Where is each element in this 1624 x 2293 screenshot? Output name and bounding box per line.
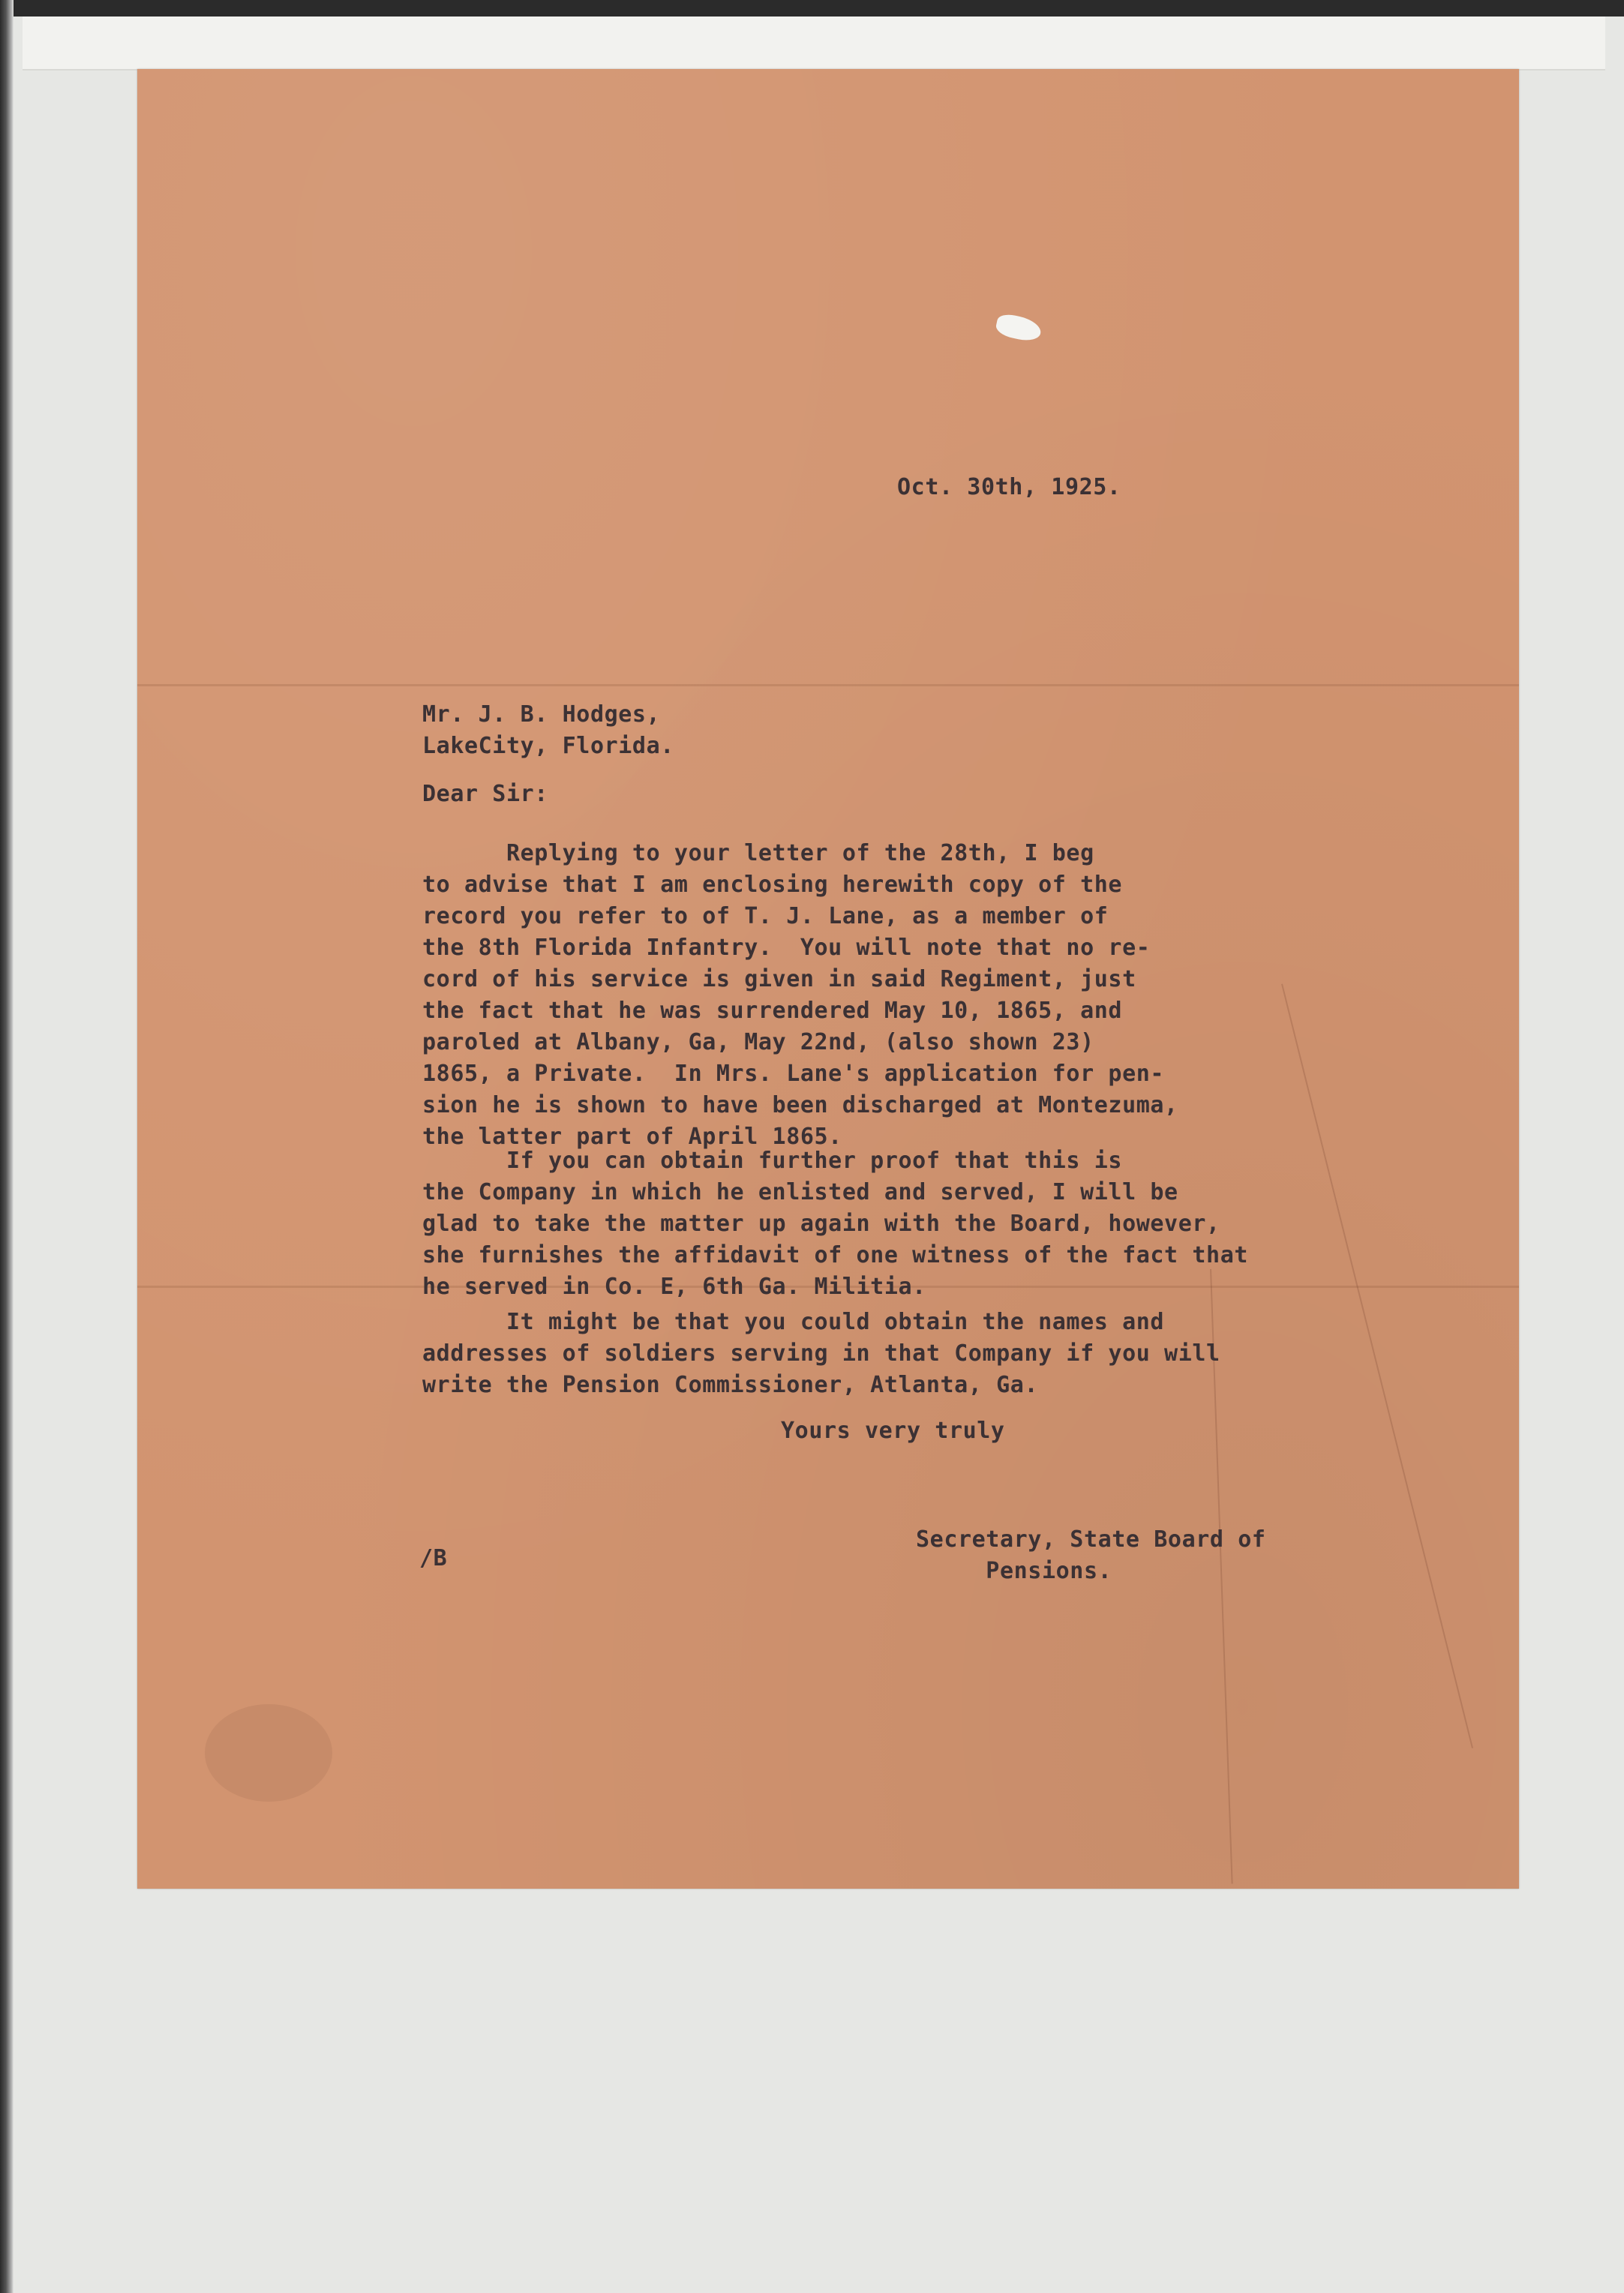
scan-border-top [0, 0, 1624, 17]
salutation: Dear Sir: [422, 781, 548, 807]
recipient-location: LakeCity, Florida. [422, 733, 674, 759]
letter-sheet [137, 69, 1519, 1889]
scan-border-left [0, 0, 14, 2293]
recipient-address [422, 699, 674, 762]
body-paragraph-2: If you can obtain further proof that this is the Company in which he enlisted and served, I will be glad to take the matter up again with the Board, however, she furnishes the affidavit of one witness of the fact that he served in Co. E, 6th Ga. Militia. [422, 1148, 1249, 1300]
letter-date: Oct. 30th, 1925. [897, 474, 1121, 500]
scanner-background-strip [23, 17, 1605, 71]
paper-crease [1281, 984, 1473, 1748]
signature-block: Secretary, State Board of Pensions. [916, 1526, 1266, 1584]
body-paragraph-3: It might be that you could obtain the names and addresses of soldiers serving in that Company if you will write the Pension Commissioner, Atlanta, Ga. [422, 1309, 1220, 1398]
recipient-name: Mr. J. B. Hodges, [422, 701, 661, 728]
typist-initials: /B [419, 1545, 448, 1571]
paper-tear [995, 312, 1043, 344]
body-paragraph-1: Replying to your letter of the 28th, I beg to advise that I am enclosing herewith copy of the record you refer to of T. J. Lane, as a member of the 8th Florida Infantry. You will note that no re- cord of his service is given in said Regiment, just the fact that he was surrendered May 10, 1865, and paroled at Albany, Ga, May 22nd, (also shown 23) 1865, a Private. In Mrs. Lane's application for pen- sion he is shown to have been discharged at Montezuma, the latter part of April 1865. [422, 840, 1178, 1150]
closing: Yours very truly [781, 1418, 1005, 1444]
fold-line [137, 684, 1519, 686]
paper-stain [205, 1704, 332, 1802]
